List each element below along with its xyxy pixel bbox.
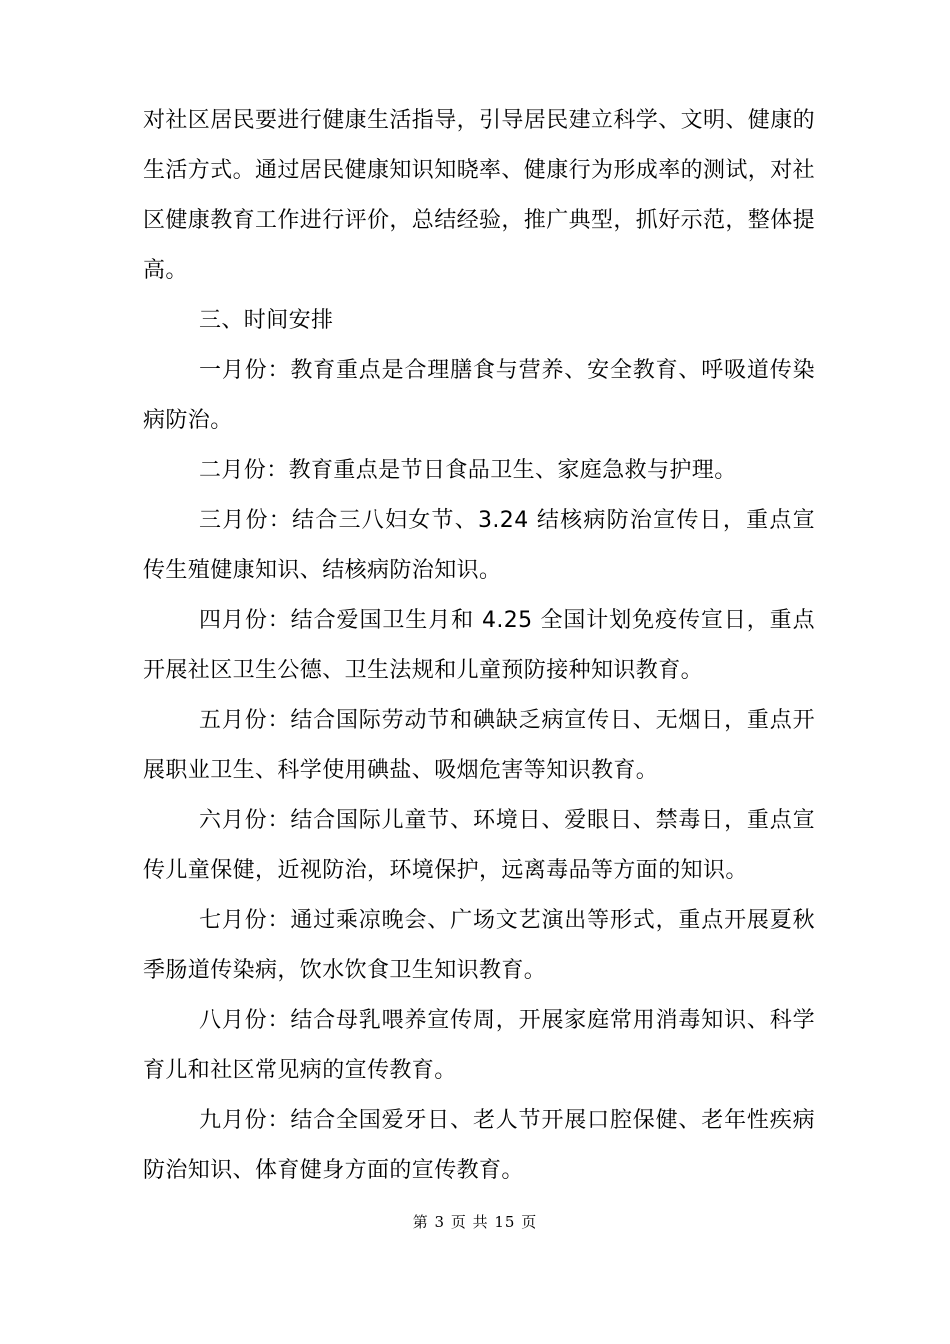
paragraph-january: 一月份：教育重点是合理膳食与营养、安全教育、呼吸道传染病防治。 [143,358,815,433]
paragraph-april: 四月份：结合爱国卫生月和 4.25 全国计划免疫传宣日，重点开展社区卫生公德、卫生法规和儿童预防接种知识教育。 [143,608,815,683]
paragraph-august: 八月份：结合母乳喂养宣传周，开展家庭常用消毒知识、科学育儿和社区常见病的宣传教育。 [143,1008,815,1083]
paragraph-july: 七月份：通过乘凉晚会、广场文艺演出等形式，重点开展夏秋季肠道传染病，饮水饮食卫生知识教育。 [143,908,815,983]
section-heading-schedule: 三、时间安排 [199,308,334,333]
paragraph-intro: 对社区居民要进行健康生活指导，引导居民建立科学、文明、健康的生活方式。通过居民健康知识知晓率、健康行为形成率的测试，对社区健康教育工作进行评价，总结经验，推广典型，抓好示范，整体提高。 [143,108,816,283]
page-number-footer: 第 3 页 共 15 页 [412,1213,538,1231]
paragraph-june: 六月份：结合国际儿童节、环境日、爱眼日、禁毒日，重点宣传儿童保健，近视防治，环境保护，远离毒品等方面的知识。 [143,808,815,883]
paragraph-february: 二月份：教育重点是节日食品卫生、家庭急救与护理。 [199,458,737,483]
paragraph-march: 三月份：结合三八妇女节、3.24 结核病防治宣传日，重点宣传生殖健康知识、结核病防治知识。 [143,508,815,583]
paragraph-may: 五月份：结合国际劳动节和碘缺乏病宣传日、无烟日，重点开展职业卫生、科学使用碘盐、吸烟危害等知识教育。 [143,708,815,783]
document-body [143,96,815,1196]
paragraph-september: 九月份：结合全国爱牙日、老人节开展口腔保健、老年性疾病防治知识、体育健身方面的宣传教育。 [143,1108,815,1183]
